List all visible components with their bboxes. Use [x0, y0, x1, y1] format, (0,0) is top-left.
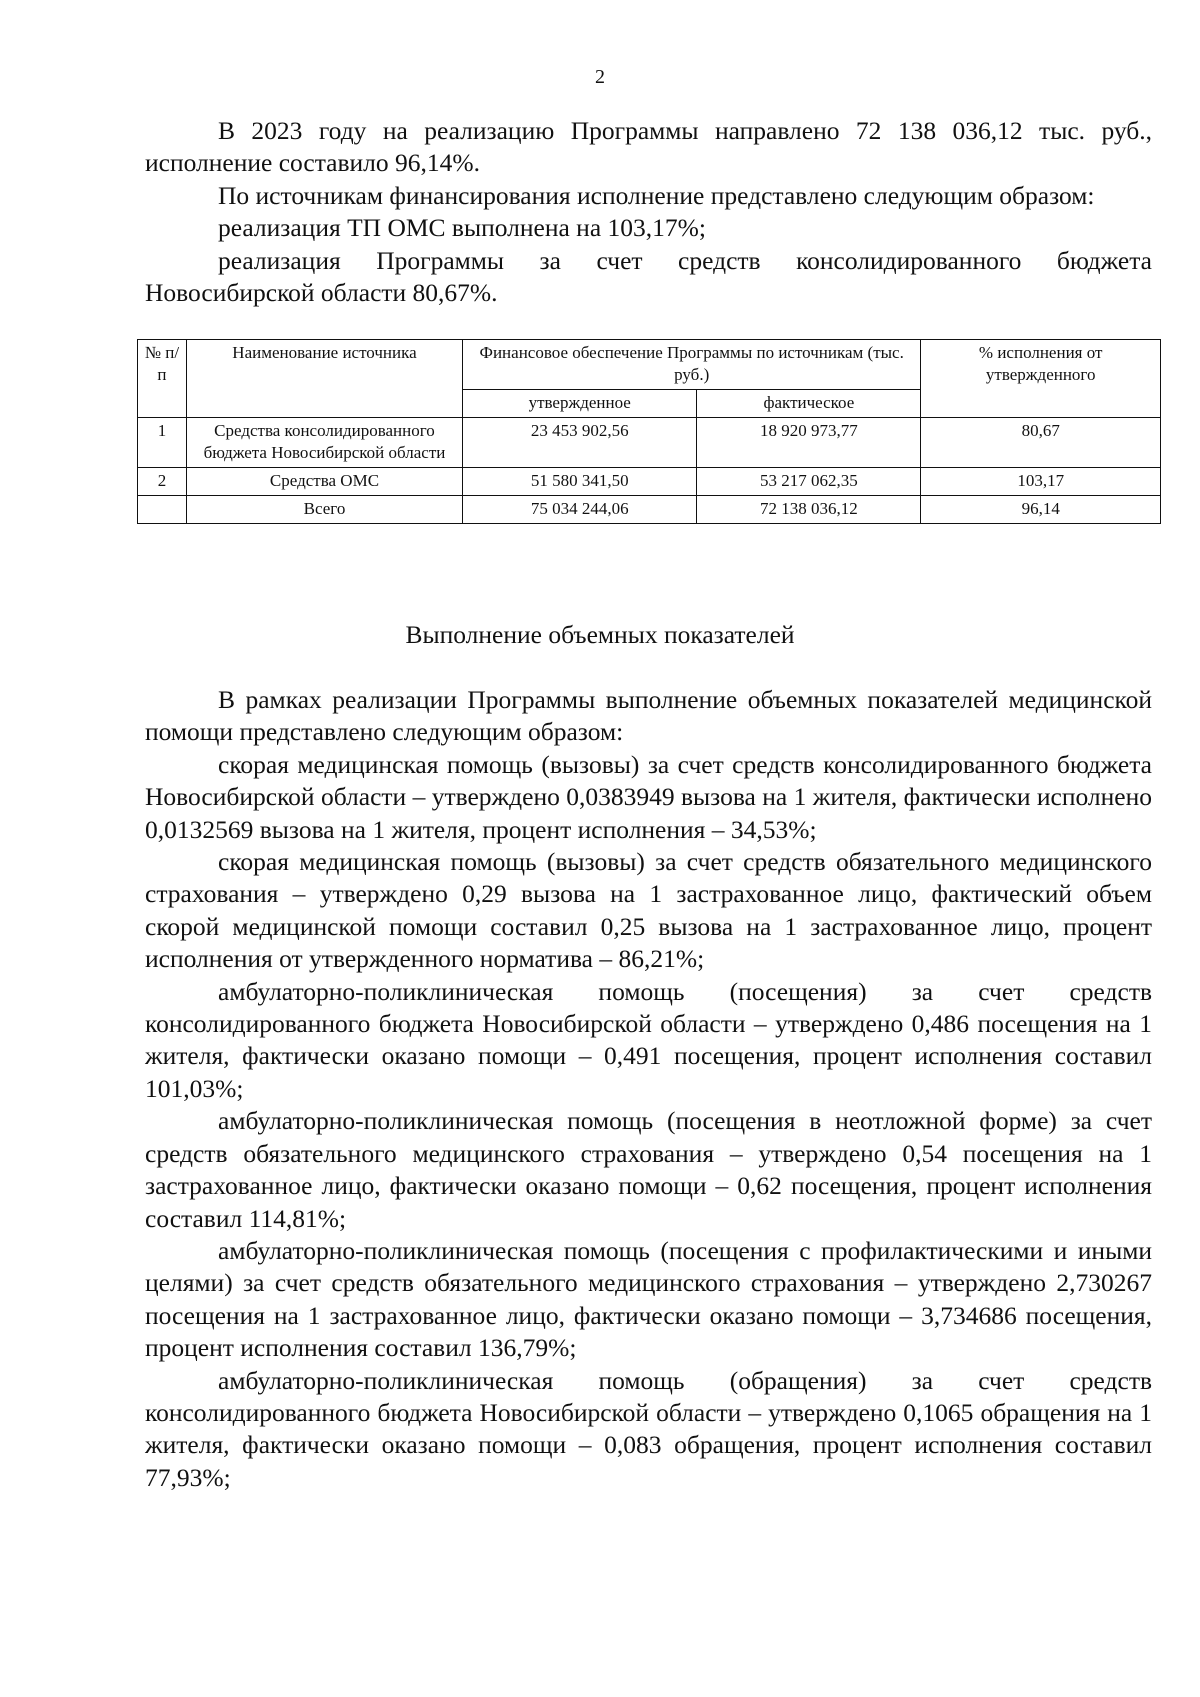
volume-paragraph: скорая медицинская помощь (вызовы) за счет средств обязательного медицинского страхования – утверждено 0,29 вызова на 1 застрахованное лицо, фактический объем скорой медицинской помощи составил 0,25 вызова на 1 застрахованное лицо, процент исполнения от утвержденного норматива – 86,21%;	[145, 847, 1152, 974]
cell-source-name: Средства ОМС	[186, 468, 462, 496]
cell-approved: 75 034 244,06	[463, 496, 697, 524]
cell-actual: 53 217 062,35	[697, 468, 921, 496]
cell-num: 1	[138, 418, 187, 468]
cell-source-name: Средства консолидированного бюджета Новосибирской области	[186, 418, 462, 468]
cell-source-name: Всего	[186, 496, 462, 524]
intro-paragraph: реализация ТП ОМС выполнена на 103,17%;	[218, 213, 706, 243]
volume-paragraph: В рамках реализации Программы выполнение объемных показателей медицинской помощи представлено следующим образом:	[145, 685, 1152, 747]
header-approved: утвержденное	[463, 390, 697, 418]
cell-percent: 80,67	[921, 418, 1161, 468]
financing-table	[137, 339, 1161, 524]
cell-percent: 103,17	[921, 468, 1161, 496]
volume-paragraph: амбулаторно-поликлиническая помощь (обращения) за счет средств консолидированного бюджета Новосибирской области – утверждено 0,1065 обращения на 1 жителя, фактически оказано помощи – 0,083 обращения, процент исполнения составил 77,93%;	[145, 1365, 1152, 1492]
volume-paragraph: амбулаторно-поликлиническая помощь (посещения) за счет средств консолидированного бюджета Новосибирской области – утверждено 0,486 посещения на 1 жителя, фактически оказано помощи – 0,491 посещения, процент исполнения составил 101,03%;	[145, 976, 1152, 1103]
volume-indicators-text	[145, 684, 1152, 1494]
table-header-row	[138, 340, 1161, 390]
header-financing: Финансовое обеспечение Программы по источникам (тыс. руб.)	[463, 340, 921, 390]
intro-paragraph: По источникам финансирования исполнение представлено следующим образом:	[218, 180, 1095, 210]
cell-percent: 96,14	[921, 496, 1161, 524]
cell-approved: 23 453 902,56	[463, 418, 697, 468]
header-percent: % исполнения от утвержденного	[921, 340, 1161, 418]
cell-num: 2	[138, 468, 187, 496]
cell-approved: 51 580 341,50	[463, 468, 697, 496]
section-title: Выполнение объемных показателей	[405, 620, 795, 649]
intro-text	[145, 115, 1152, 309]
table-row	[138, 468, 1161, 496]
header-num: № п/п	[138, 340, 187, 418]
table-total-row	[138, 496, 1161, 524]
cell-num	[138, 496, 187, 524]
intro-paragraph: реализация Программы за счет средств консолидированного бюджета Новосибирской области 80,67%.	[145, 245, 1152, 308]
cell-actual: 72 138 036,12	[697, 496, 921, 524]
page-number: 2	[595, 66, 605, 88]
header-actual: фактическое	[697, 390, 921, 418]
header-source-name: Наименование источника	[186, 340, 462, 418]
intro-paragraph: В 2023 году на реализацию Программы направлено 72 138 036,12 тыс. руб., исполнение составило 96,14%.	[145, 116, 1152, 178]
volume-paragraph: скорая медицинская помощь (вызовы) за счет средств консолидированного бюджета Новосибирской области – утверждено 0,0383949 вызова на 1 жителя, фактически исполнено 0,0132569 вызова на 1 жителя, процент исполнения – 34,53%;	[145, 749, 1152, 844]
table-row	[138, 418, 1161, 468]
cell-actual: 18 920 973,77	[697, 418, 921, 468]
volume-paragraph: амбулаторно-поликлиническая помощь (посещения с профилактическими и иными целями) за счет средств обязательного медицинского страхования – утверждено 2,730267 посещения на 1 застрахованное лицо, фактически оказано помощи – 3,734686 посещения, процент исполнения составил 136,79%;	[145, 1235, 1152, 1363]
volume-paragraph: амбулаторно-поликлиническая помощь (посещения в неотложной форме) за счет средств обязательного медицинского страхования – утверждено 0,54 посещения на 1 застрахованное лицо, фактически оказано помощи – 0,62 посещения, процент исполнения составил 114,81%;	[145, 1106, 1152, 1233]
